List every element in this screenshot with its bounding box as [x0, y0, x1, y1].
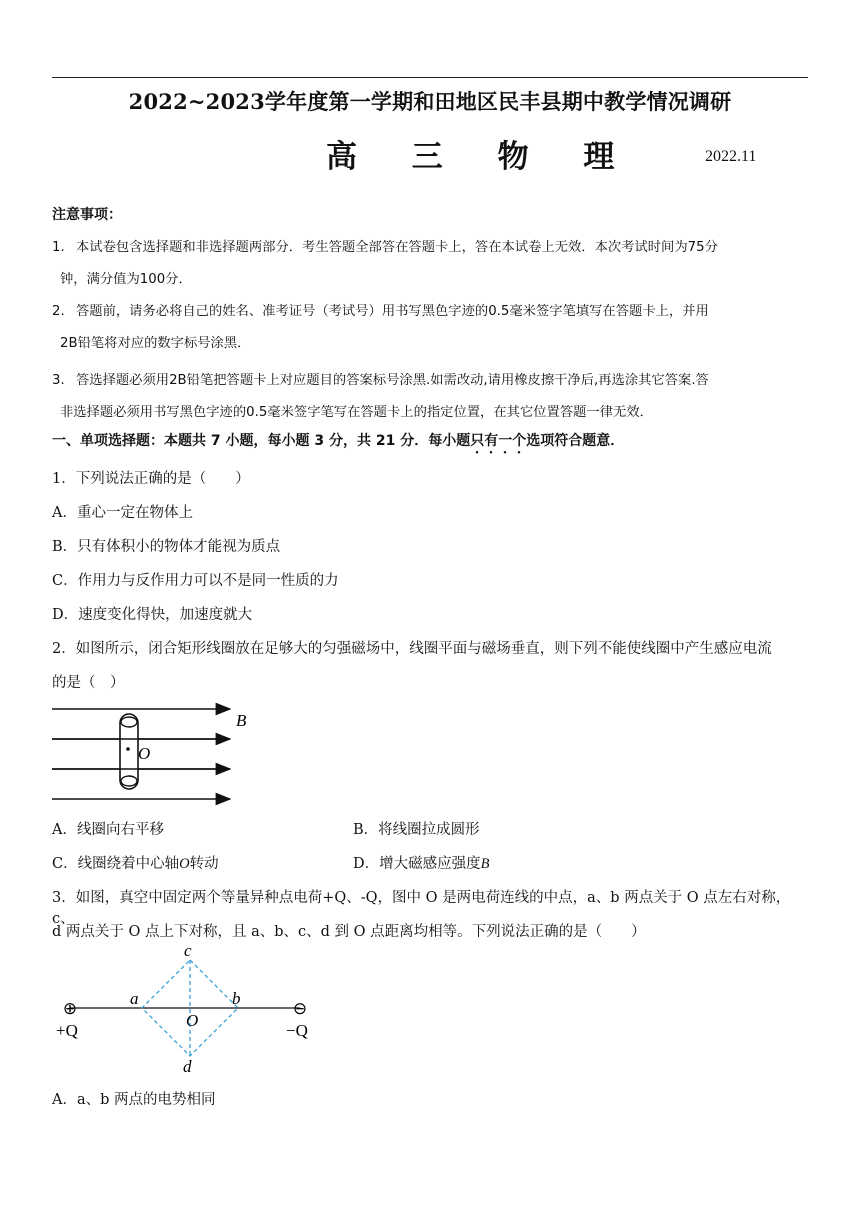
point-c-label: c: [184, 944, 192, 960]
q3-stem: 3．如图，真空中固定两个等量异种点电荷+Q、-Q，图中 O 是两电荷连线的中点，a、b 两点关于 O 点左右对称，c、: [52, 890, 791, 927]
note-number: 3.: [52, 373, 65, 388]
section-heading-suffix: 选项符合题意．: [526, 433, 625, 449]
section-heading: [52, 430, 624, 457]
field-label-b: B: [236, 711, 247, 730]
note-number: 1.: [52, 240, 65, 255]
q2-option-c-text-post: 转动: [189, 856, 219, 872]
q2-option-c-text: C．线圈绕着中心轴: [52, 856, 180, 872]
section-emphasis: 只有一个: [470, 433, 527, 449]
section-heading-text: 一、单项选择题：本题共 7 小题，每小题 3 分，共 21 分．每小题: [52, 433, 471, 449]
note-text-cont: 钟，满分值为100分．: [60, 272, 192, 287]
q2-figure: [52, 696, 272, 812]
note-text-cont: 非选择题必须用书写黑色字迹的0.5毫米签字笔写在答题卡上的指定位置，在其它位置答题一律无效．: [60, 405, 653, 420]
note-item-2: [52, 296, 812, 360]
point-o-label: O: [186, 1011, 199, 1030]
q2-stem: 2．如图所示，闭合矩形线圈放在足够大的匀强磁场中，线圈平面与磁场垂直，则下列不能使线圈中产生感应电流: [52, 641, 772, 657]
note-text-cont: 2B铅笔将对应的数字标号涂黑．: [60, 336, 251, 351]
q3-figure: [52, 944, 332, 1084]
q1-option-b: B．只有体积小的物体才能视为质点: [52, 539, 281, 555]
top-rule: [52, 77, 808, 78]
q2-option-d: [353, 852, 753, 873]
q2-option-d-text: D．增大磁感应强度: [353, 856, 481, 872]
subject-title: 高 三 物 理: [326, 139, 637, 175]
point-b-label: b: [232, 989, 241, 1008]
point-a-label: a: [130, 989, 139, 1008]
point-d-label: d: [183, 1057, 192, 1076]
positive-charge-icon: ⊕: [62, 999, 78, 1018]
notes-title: 注意事项：: [52, 207, 122, 223]
q3-stem-cont: d 两点关于 O 点上下对称，且 a、b、c、d 到 O 点距离均相等。下列说法正确的是（ ）: [52, 924, 646, 940]
q3-option-a: A．a、b 两点的电势相同: [52, 1092, 216, 1108]
note-text: 本试卷包含选择题和非选择题两部分．考生答题全部答在答题卡上，答在本试卷上无效．本次考试时间为75分: [76, 240, 718, 255]
note-item-3: [52, 365, 812, 429]
q2-option-b: B．将线圈拉成圆形: [353, 822, 480, 838]
negative-charge-icon: ⊖: [292, 999, 308, 1018]
q1-stem: 1．下列说法正确的是（ ）: [52, 471, 250, 487]
negative-charge-label: −Q: [286, 1021, 308, 1040]
q2-option-c: [52, 852, 352, 873]
exam-date: 2022.11: [705, 148, 757, 165]
q2-option-a: A．线圈向右平移: [52, 822, 164, 838]
note-text: 答选择题必须用2B铅笔把答题卡上对应题目的答案标号涂黑.如需改动,请用橡皮擦干净后,再选涂其它答案.答: [76, 373, 709, 388]
exam-title: 2022~2023学年度第一学期和田地区民丰县期中教学情况调研: [128, 89, 732, 114]
note-number: 2.: [52, 304, 65, 319]
q1-option-c: C．作用力与反作用力可以不是同一性质的力: [52, 573, 339, 589]
q2-option-d-var: B: [480, 856, 490, 872]
positive-charge-label: +Q: [56, 1021, 78, 1040]
q2-option-c-var: O: [179, 856, 190, 872]
note-text: 答题前，请务必将自己的姓名、准考证号（考试号）用书写黑色字迹的0.5毫米签字笔填写在答题卡上，并用: [76, 304, 709, 319]
axis-label-o: O: [138, 744, 151, 763]
q1-option-d: D．速度变化得快，加速度就大: [52, 607, 253, 623]
q2-stem-cont: 的是（ ）: [52, 675, 125, 691]
q1-option-a: A．重心一定在物体上: [52, 505, 193, 521]
note-item-1: [52, 232, 812, 296]
